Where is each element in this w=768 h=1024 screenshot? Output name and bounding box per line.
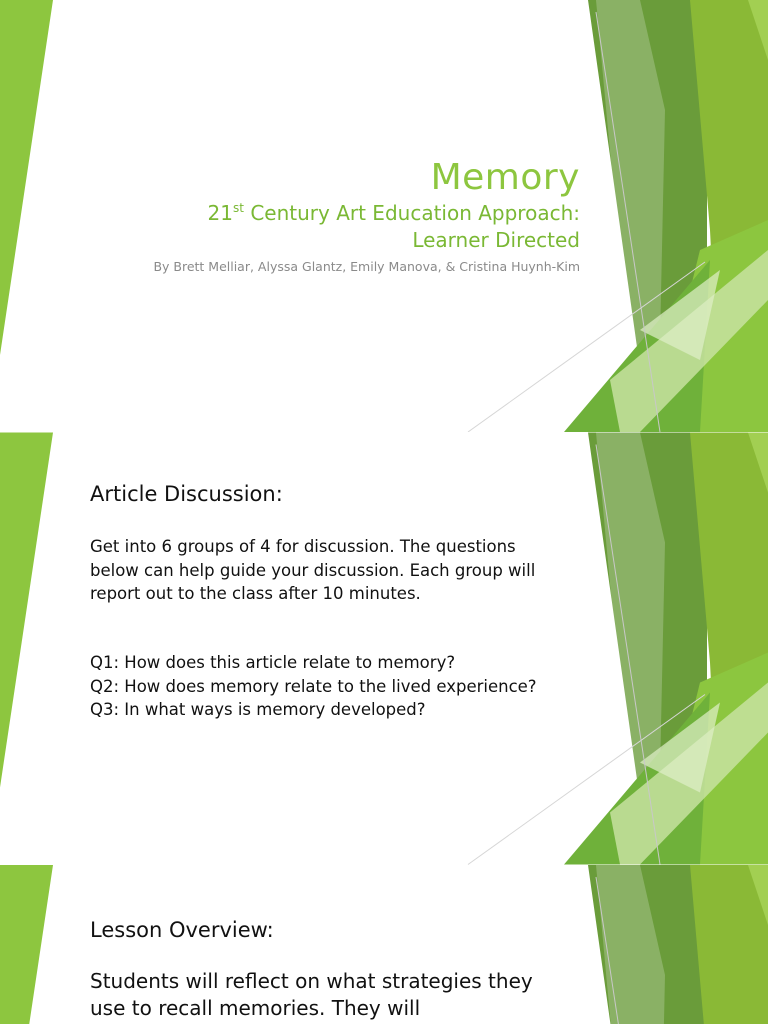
article-discussion-slide <box>0 432 768 865</box>
slide-heading: Lesson Overview: <box>90 918 274 942</box>
subtitle-superscript: st <box>233 201 244 215</box>
discussion-instructions: Get into 6 groups of 4 for discussion. The questions below can help guide your discussion. Each group will report out to the class after 10 minutes. <box>90 537 536 603</box>
slide-title: Memory <box>430 157 580 198</box>
lesson-overview-text: Students will reflect on what strategies they use to recall memories. They will <box>90 969 533 1020</box>
question-item: Q1: How does this article relate to memory? <box>90 653 456 672</box>
author-byline: By Brett Melliar, Alyssa Glantz, Emily Manova, & Cristina Huynh-Kim <box>153 259 580 274</box>
subtitle-line1-rest: Century Art Education Approach: <box>243 201 580 225</box>
subtitle-line2: Learner Directed <box>412 228 580 252</box>
slide-subtitle <box>208 200 580 254</box>
lesson-overview-slide <box>0 865 768 1024</box>
question-item: Q3: In what ways is memory developed? <box>90 700 426 719</box>
question-list <box>90 651 540 722</box>
subtitle-number: 21 <box>207 201 233 225</box>
question-item: Q2: How does memory relate to the lived experience? <box>90 676 537 696</box>
slide-heading: Article Discussion: <box>90 482 283 506</box>
title-slide <box>0 0 768 432</box>
